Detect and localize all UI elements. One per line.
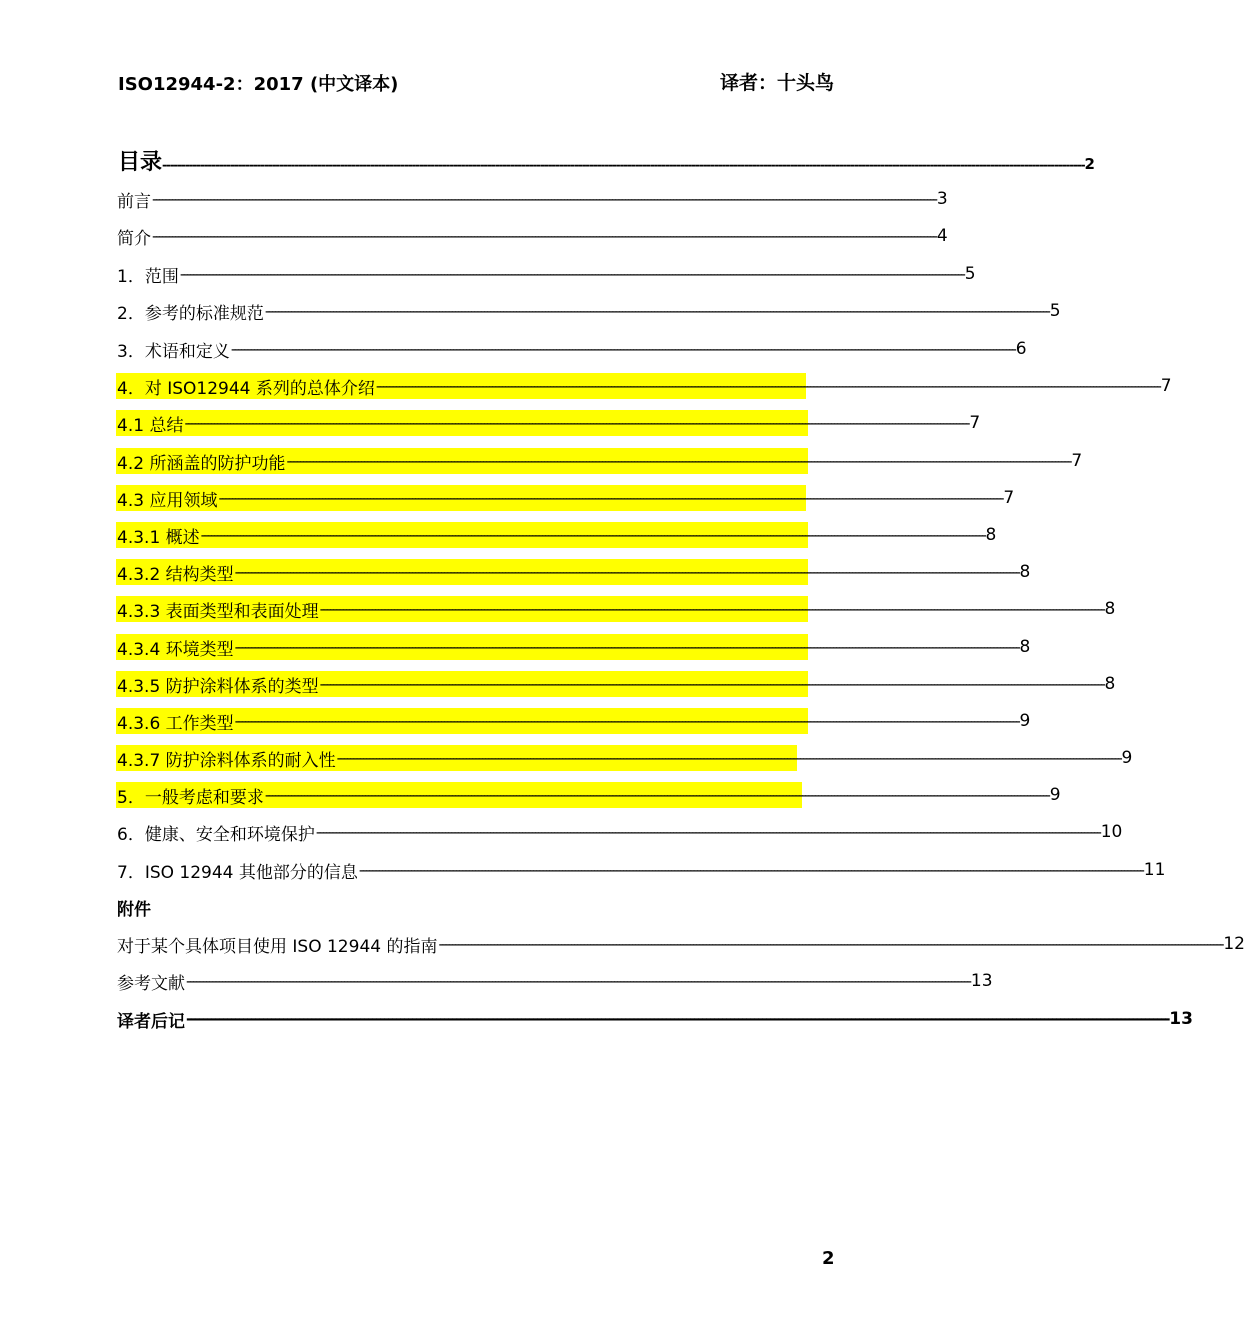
toc-leader-dots: ---------------------------------------------------------------------------------------------------------------------------------------------------------------------------------------------------------------------------------------------------- (152, 227, 936, 245)
toc-leader-dots: ---------------------------------------------------------------------------------------------------------------------------------------------------------------------------------------------------------------------------------------------------- (184, 414, 969, 432)
toc-entry-translator-afterword[interactable] (116, 1006, 1193, 1032)
toc-leader-dots: ---------------------------------------------------------------------------------------------------------------------------------------------------------------------------------------------------------------------------------------------------- (315, 823, 1100, 841)
toc-entry-page: 9 (1019, 711, 1031, 731)
toc-leader-dots: ---------------------------------------------------------------------------------------------------------------------------------------------------------------------------------------------------------------------------------------------------- (264, 302, 1049, 320)
toc-entry-4-3-2-structure-types[interactable] (116, 559, 1031, 585)
toc-entry-page: 7 (969, 413, 981, 433)
toc-entry-normative-references[interactable] (116, 298, 1061, 324)
toc-entry-other-parts-info[interactable] (116, 857, 1166, 883)
toc-entry-4-3-7-durability[interactable] (116, 745, 1133, 771)
toc-entry-label: 4.1 总结 (117, 415, 184, 436)
toc-leader-dots: ---------------------------------------------------------------------------------------------------------------------------------------------------------------------------------------------------------------------------------------------------- (152, 190, 936, 208)
toc-entry-label: 4.3 应用领域 (117, 490, 218, 511)
toc-entry-page: 7 (1003, 488, 1015, 508)
toc-entry-health-safety-environment[interactable] (116, 819, 1123, 845)
toc-entry-label: 4.3.7 防护涂料体系的耐入性 (117, 750, 336, 771)
toc-entry-general-requirements[interactable] (116, 782, 1061, 808)
toc-entry-label: 5．一般考虑和要求 (117, 787, 264, 808)
toc-title-label: 目录 (118, 150, 163, 175)
toc-entry-label: 6．健康、安全和环境保护 (117, 824, 315, 845)
toc-leader-dots: ---------------------------------------------------------------------------------------------------------------------------------------------------------------------------------------------------------------------------------------------------- (358, 861, 1143, 879)
toc-entry-page: 8 (985, 525, 997, 545)
toc-entry-label: 4.3.6 工作类型 (117, 713, 234, 734)
toc-entry-page: 9 (1049, 785, 1061, 805)
toc-entry-page: 8 (1104, 674, 1116, 694)
toc-leader-dots: ---------------------------------------------------------------------------------------------------------------------------------------------------------------------------------------------------------------------------------------------------- (186, 1010, 1169, 1028)
toc-leader-dots: ---------------------------------------------------------------------------------------------------------------------------------------------------------------------------------------------------------------------------------------------------- (162, 158, 1085, 172)
toc-entry-page: 8 (1104, 599, 1116, 619)
toc-entry-scope[interactable] (116, 261, 976, 287)
toc-entry-page: 12 (1223, 934, 1245, 954)
toc-entry-4-3-5-coating-system-types[interactable] (116, 671, 1116, 697)
toc-entry-label: 4.3.3 表面类型和表面处理 (117, 601, 319, 622)
toc-entry-4-3-application-field[interactable] (116, 485, 1015, 511)
appendix-heading: 附件 (117, 900, 151, 920)
toc-entry-page: 7 (1071, 451, 1083, 471)
toc-entry-terms-definitions[interactable] (116, 336, 1027, 362)
toc-entry-page: 3 (936, 189, 948, 209)
toc-entry-4-3-3-surface-types[interactable] (116, 596, 1116, 622)
toc-entry-label: 4.3.5 防护涂料体系的类型 (117, 676, 319, 697)
toc-entry-page: 13 (1169, 1009, 1193, 1029)
toc-entry-series-overview[interactable] (116, 373, 1172, 399)
toc-entry-label: 4.3.4 环境类型 (117, 639, 234, 660)
toc-entry-page: 4 (936, 226, 948, 246)
toc-entry-page: 5 (1049, 301, 1061, 321)
toc-entry-page: 8 (1019, 637, 1031, 657)
toc-leader-dots: ---------------------------------------------------------------------------------------------------------------------------------------------------------------------------------------------------------------------------------------------------- (319, 600, 1104, 618)
translator-credit: 译者：十头鸟 (720, 72, 835, 94)
toc-entry-page: 10 (1100, 822, 1123, 842)
toc-entry-project-guide[interactable] (116, 931, 1245, 957)
toc-entry-label: 2．参考的标准规范 (117, 303, 264, 324)
toc-entry-page: 7 (1160, 376, 1172, 396)
toc-leader-dots: ---------------------------------------------------------------------------------------------------------------------------------------------------------------------------------------------------------------------------------------------------- (286, 452, 1071, 470)
toc-title-page: 2 (1084, 155, 1095, 173)
toc-entry-label: 参考文献 (117, 973, 185, 994)
toc-leader-dots: ---------------------------------------------------------------------------------------------------------------------------------------------------------------------------------------------------------------------------------------------------- (179, 265, 964, 283)
toc-entry-4-1-summary[interactable] (116, 410, 981, 436)
toc-entry-label: 1．范围 (117, 266, 179, 287)
toc-entry-page: 9 (1121, 748, 1133, 768)
toc-entry-bibliography[interactable] (116, 968, 993, 994)
toc-leader-dots: ---------------------------------------------------------------------------------------------------------------------------------------------------------------------------------------------------------------------------------------------------- (319, 675, 1104, 693)
toc-leader-dots: ---------------------------------------------------------------------------------------------------------------------------------------------------------------------------------------------------------------------------------------------------- (218, 489, 1003, 507)
toc-title[interactable] (118, 145, 1095, 176)
toc-leader-dots: ---------------------------------------------------------------------------------------------------------------------------------------------------------------------------------------------------------------------------------------------------- (234, 712, 1019, 730)
toc-entry-page: 8 (1019, 562, 1031, 582)
toc-entry-4-3-1-overview[interactable] (116, 522, 997, 548)
toc-entry-label: 7．ISO 12944 其他部分的信息 (117, 862, 358, 883)
toc-entry-page: 13 (970, 971, 993, 991)
page-number: 2 (822, 1248, 835, 1269)
toc-entry-foreword[interactable] (116, 186, 948, 212)
toc-entry-label: 译者后记 (117, 1011, 185, 1032)
toc-entry-label: 对于某个具体项目使用 ISO 12944 的指南 (117, 936, 438, 957)
toc-entry-page: 5 (964, 264, 976, 284)
toc-entry-label: 3．术语和定义 (117, 341, 230, 362)
toc-entry-label: 4.2 所涵盖的防护功能 (117, 453, 286, 474)
toc-leader-dots: ---------------------------------------------------------------------------------------------------------------------------------------------------------------------------------------------------------------------------------------------------- (264, 786, 1049, 804)
toc-entry-4-3-4-environment-types[interactable] (116, 634, 1031, 660)
toc-entry-label: 简介 (117, 228, 151, 249)
toc-entry-label: 4．对 ISO12944 系列的总体介绍 (117, 378, 375, 399)
toc-entry-introduction[interactable] (116, 223, 948, 249)
toc-leader-dots: ---------------------------------------------------------------------------------------------------------------------------------------------------------------------------------------------------------------------------------------------------- (230, 340, 1015, 358)
toc-entry-page: 11 (1143, 860, 1166, 880)
toc-entry-label: 前言 (117, 191, 151, 212)
toc-entry-4-3-6-work-types[interactable] (116, 708, 1031, 734)
toc-leader-dots: ---------------------------------------------------------------------------------------------------------------------------------------------------------------------------------------------------------------------------------------------------- (234, 563, 1019, 581)
toc-leader-dots: ---------------------------------------------------------------------------------------------------------------------------------------------------------------------------------------------------------------------------------------------------- (186, 972, 970, 990)
toc-leader-dots: ---------------------------------------------------------------------------------------------------------------------------------------------------------------------------------------------------------------------------------------------------- (438, 935, 1223, 953)
toc-entry-page: 6 (1015, 339, 1027, 359)
toc-entry-label: 4.3.1 概述 (117, 527, 200, 548)
toc-leader-dots: ---------------------------------------------------------------------------------------------------------------------------------------------------------------------------------------------------------------------------------------------------- (234, 638, 1019, 656)
toc-leader-dots: ---------------------------------------------------------------------------------------------------------------------------------------------------------------------------------------------------------------------------------------------------- (336, 749, 1121, 767)
toc-leader-dots: ---------------------------------------------------------------------------------------------------------------------------------------------------------------------------------------------------------------------------------------------------- (200, 526, 985, 544)
toc-entry-label: 4.3.2 结构类型 (117, 564, 234, 585)
document-title: ISO12944-2：2017 (中文译本) (118, 74, 399, 95)
toc-entry-4-2-protection-functions[interactable] (116, 448, 1083, 474)
toc-leader-dots: ---------------------------------------------------------------------------------------------------------------------------------------------------------------------------------------------------------------------------------------------------- (375, 377, 1160, 395)
